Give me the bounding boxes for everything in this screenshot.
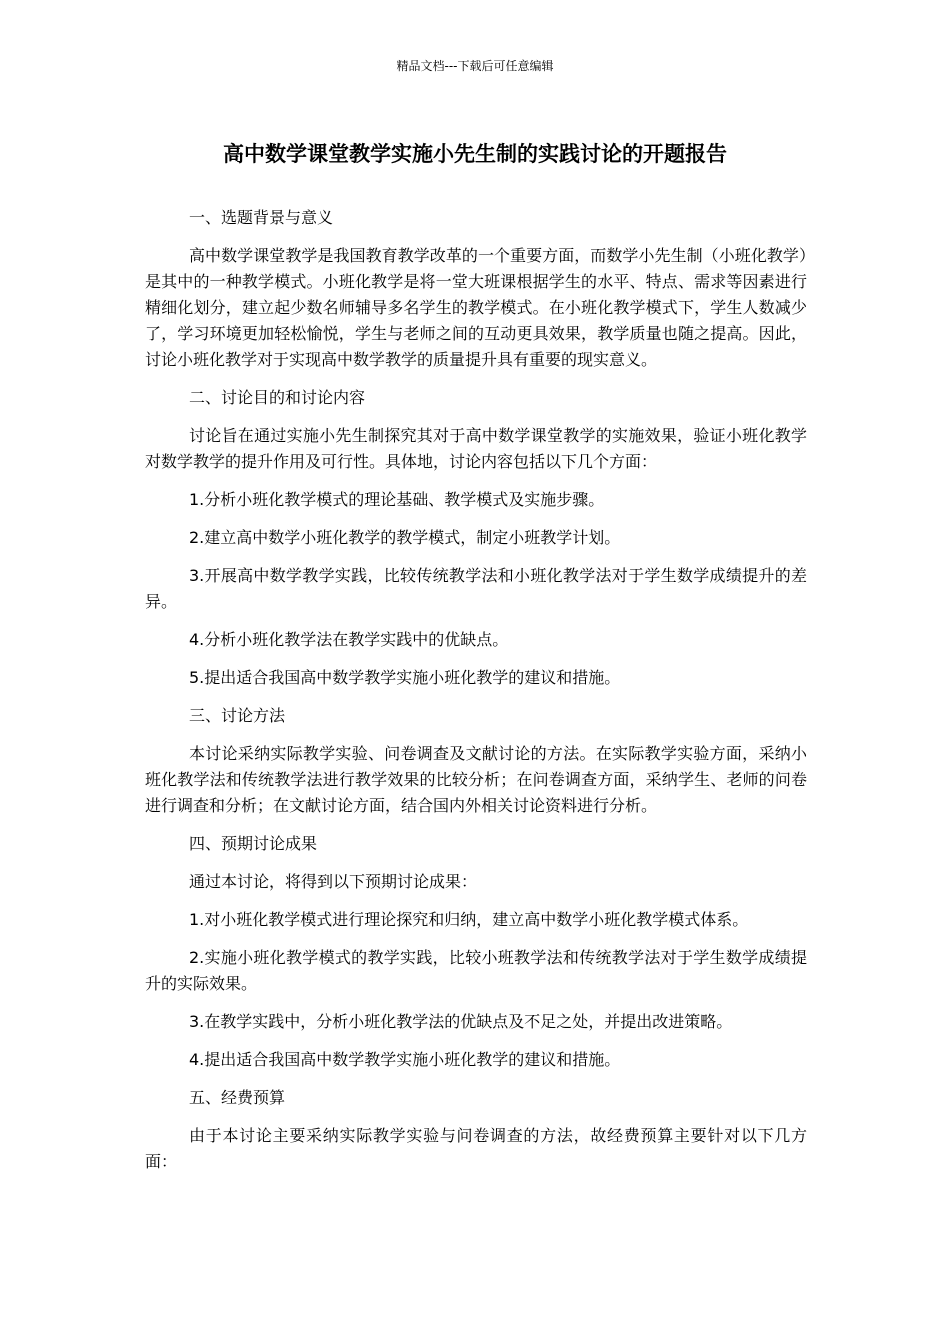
list-item: 2.实施小班化教学模式的教学实践，比较小班教学法和传统教学法对于学生数学成绩提升的实际效果。	[145, 948, 807, 993]
list-item: 1.对小班化教学模式进行理论探究和归纳，建立高中数学小班化教学模式体系。	[189, 910, 749, 929]
list-item: 4.分析小班化教学法在教学实践中的优缺点。	[189, 630, 509, 649]
section-heading-outcomes: 四、预期讨论成果	[189, 834, 318, 853]
paragraph-purpose: 讨论旨在通过实施小先生制探究其对于高中数学课堂教学的实施效果，验证小班化教学对数学教学的提升作用及可行性。具体地，讨论内容包括以下几个方面：	[145, 426, 807, 471]
list-item: 2.建立高中数学小班化教学的教学模式，制定小班教学计划。	[189, 528, 621, 547]
list-item: 4.提出适合我国高中数学教学实施小班化教学的建议和措施。	[189, 1050, 621, 1069]
paragraph-outcomes-intro: 通过本讨论，将得到以下预期讨论成果：	[189, 872, 478, 891]
paragraph-methods: 本讨论采纳实际教学实验、问卷调查及文献讨论的方法。在实际教学实验方面，采纳小班化教学法和传统教学法进行教学效果的比较分析；在问卷调查方面，采纳学生、老师的问卷进行调查和分析；在文献讨论方面，结合国内外相关讨论资料进行分析。	[145, 744, 807, 815]
paragraph-budget: 由于本讨论主要采纳实际教学实验与问卷调查的方法，故经费预算主要针对以下几方面：	[145, 1126, 807, 1171]
section-heading-budget: 五、经费预算	[189, 1088, 286, 1107]
list-item: 3.在教学实践中，分析小班化教学法的优缺点及不足之处，并提出改进策略。	[189, 1012, 733, 1031]
section-heading-purpose: 二、讨论目的和讨论内容	[189, 388, 366, 407]
section-heading-methods: 三、讨论方法	[189, 706, 286, 725]
list-item: 1.分析小班化教学模式的理论基础、教学模式及实施步骤。	[189, 490, 605, 509]
document-title: 高中数学课堂教学实施小先生制的实践讨论的开题报告	[223, 142, 727, 166]
list-item: 5.提出适合我国高中数学教学实施小班化教学的建议和措施。	[189, 668, 621, 687]
document-body	[145, 205, 807, 1187]
list-item: 3.开展高中数学教学实践，比较传统教学法和小班化教学法对于学生数学成绩提升的差异。	[145, 566, 807, 611]
section-heading-background: 一、选题背景与意义	[189, 208, 334, 227]
header-note: 精品文档---下载后可任意编辑	[396, 59, 554, 73]
paragraph-background: 高中数学课堂教学是我国教育教学改革的一个重要方面，而数学小先生制（小班化教学）是其中的一种教学模式。小班化教学是将一堂大班课根据学生的水平、特点、需求等因素进行精细化划分，建立起少数名师辅导多名学生的教学模式。在小班化教学模式下，学生人数减少了，学习环境更加轻松愉悦，学生与老师之间的互动更具效果，教学质量也随之提高。因此，讨论小班化教学对于实现高中数学教学的质量提升具有重要的现实意义。	[145, 246, 807, 369]
